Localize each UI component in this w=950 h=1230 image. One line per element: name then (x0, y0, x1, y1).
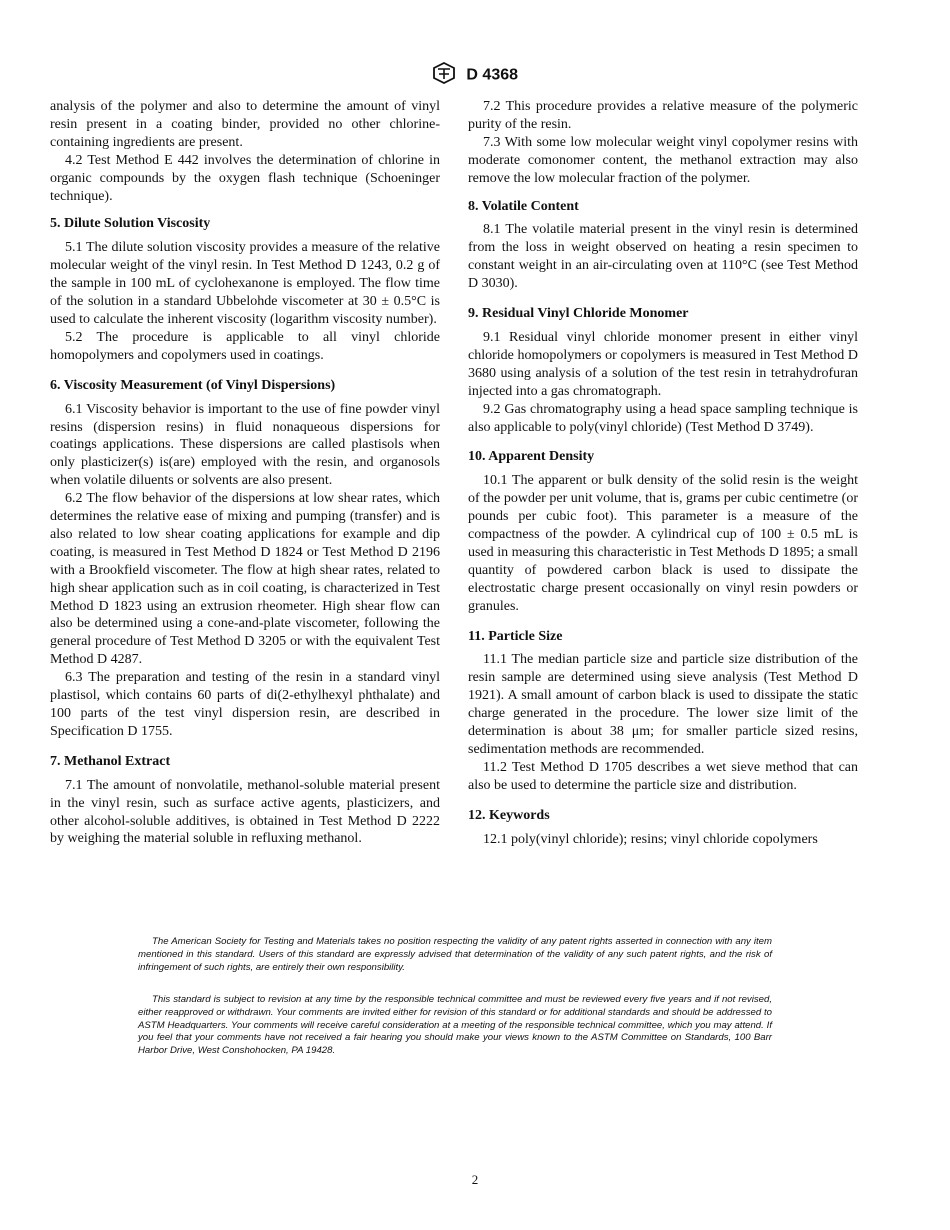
paragraph-11-1: 11.1 The median particle size and particle size distribution of the resin sample are determined using sieve analysis (Test Method D 1921). A small amount of carbon black is used to dissipate the static charge generated in the procedure. The lower size limit of the determination is about 38 μm; for smaller particle sized resins, sedimentation methods are recommended. (468, 652, 858, 757)
patent-notice: The American Society for Testing and Materials takes no position respecting the validity of any patent rights asserted in connection with any item mentioned in this standard. Users of this standard are expressly advised that determination of the validity of any such patent rights, and the risk of infringement of such rights, are entirely their own responsibility. (138, 936, 772, 973)
section-heading-5: 5. Dilute Solution Viscosity (50, 216, 211, 232)
paragraph-5-1: 5.1 The dilute solution viscosity provides a measure of the relative molecular weight of the vinyl resin. In Test Method D 1243, 0.2 g of the sample in 100 mL of cyclohexanone is employed. The flow time of the solution in a standard Ubbelohde viscometer at 30 ± 0.5°C is used to calculate the inherent viscosity (logarithm viscosity number). (50, 240, 440, 327)
paragraph-continued: analysis of the polymer and also to determine the amount of vinyl resin present in a coating binder, provided no other chlorine-containing ingredients are present. (50, 99, 440, 150)
section-heading-11: 11. Particle Size (468, 628, 563, 644)
paragraph-4-2: 4.2 Test Method E 442 involves the determination of chlorine in organic compounds by the oxygen flash technique (Schoeninger technique). (50, 152, 440, 204)
section-heading-6: 6. Viscosity Measurement (of Vinyl Dispersions) (50, 377, 336, 393)
page-number: 2 (471, 1172, 479, 1187)
paragraph-10-1: 10.1 The apparent or bulk density of the solid resin is the weight of the powder per unit volume, that is, grams per cubic centimetre (or pounds per cubic foot). This parameter is a measure of the compactness of the powder. A cylindrical cup of 100 ± 0.5 mL is used in measuring this characteristic in Test Methods D 1895; a small quantity of powdered carbon black is used to dissipate the electrostatic charge present occasionally on vinyl resin powders or granules. (468, 473, 858, 614)
paragraph-6-1: 6.1 Viscosity behavior is important to the use of fine powder vinyl resins (dispersion resins) in fluid nonaqueous dispersions for coatings applications. These dispersions are called plastisols when only plasticizer(s) is(are) employed with the resin, and organosols when volatile diluents or solvents are also present. (50, 401, 440, 489)
paragraph-6-2: 6.2 The flow behavior of the dispersions at low shear rates, which determines the relative ease of mixing and pumping (transfer) and is also related to low shear coating applications for example and dip coating, is measured in Test Method D 1824 or Test Method D 2196 with a Brookfield viscometer. The flow at high shear rates, related to high shear application such as in coil coating, is characterized in Test Method D 1823 using an extrusion rheometer. High shear flow can also be determined using a cone-and-plate viscometer, following the general procedure of Test Method D 3205 or with the equivalent Test Method D 4287. (50, 491, 440, 668)
section-heading-12: 12. Keywords (468, 807, 550, 823)
section-heading-9: 9. Residual Vinyl Chloride Monomer (468, 306, 689, 322)
revision-notice: This standard is subject to revision at any time by the responsible technical committee and must be reviewed every five years and if not revised, either reapproved or withdrawn. Your comments are invited either for revision of this standard or for additional standards and should be addressed to ASTM Headquarters. Your comments will receive careful consideration at a meeting of the responsible technical committee, which you may attend. If you feel that your comments have not received a fair hearing you should make your views known to the ASTM Committee on Standards, 100 Barr Harbor Drive, West Conshohocken, PA 19428. (138, 994, 772, 1057)
paragraph-12-1: 12.1 poly(vinyl chloride); resins; vinyl chloride copolymers (483, 831, 818, 847)
paragraph-9-1: 9.1 Residual vinyl chloride monomer present in either vinyl chloride homopolymers or copolymers is measured in Test Method D 3680 using analysis of a solution of the test resin in tetrahydrofuran injected into a gas chromatograph. (468, 329, 858, 399)
paragraph-7-1: 7.1 The amount of nonvolatile, methanol-soluble material present in the vinyl resin, such as surface active agents, plasticizers, and other alcohol-soluble additives, is obtained in Test Method D 2222 by weighing the material soluble in refluxing methanol. (50, 777, 440, 847)
paragraph-9-2: 9.2 Gas chromatography using a head space sampling technique is also applicable to poly(vinyl chloride) (Test Method D 3749). (468, 401, 858, 435)
astm-logo-icon (432, 62, 456, 89)
paragraph-7-2: 7.2 This procedure provides a relative measure of the polymeric purity of the resin. (468, 99, 858, 132)
left-column (50, 98, 440, 848)
paragraph-8-1: 8.1 The volatile material present in the vinyl resin is determined from the loss in weight observed on heating a resin specimen to constant weight in an air-circulating oven at 110°C (see Test Method D 3030). (468, 222, 858, 292)
paragraph-7-3: 7.3 With some low molecular weight vinyl copolymer resins with moderate comonomer content, the methanol extraction may also remove the low molecular fraction of the polymer. (468, 134, 858, 186)
paragraph-5-2: 5.2 The procedure is applicable to all vinyl chloride homopolymers and copolymers used in coatings. (50, 329, 440, 363)
section-heading-8: 8. Volatile Content (468, 198, 579, 214)
document-code: D 4368 (466, 66, 519, 84)
right-column (468, 98, 858, 849)
page-header (0, 62, 950, 89)
paragraph-6-3: 6.3 The preparation and testing of the resin in a standard vinyl plastisol, which contains 60 parts of di(2-ethylhexyl phthalate) and 100 parts of the test vinyl dispersion resin, are described in Specification D 1755. (50, 670, 440, 739)
paragraph-11-2: 11.2 Test Method D 1705 describes a wet sieve method that can also be used to determine the particle size and distribution. (468, 759, 858, 793)
section-heading-10: 10. Apparent Density (468, 449, 595, 465)
section-heading-7: 7. Methanol Extract (50, 753, 171, 769)
